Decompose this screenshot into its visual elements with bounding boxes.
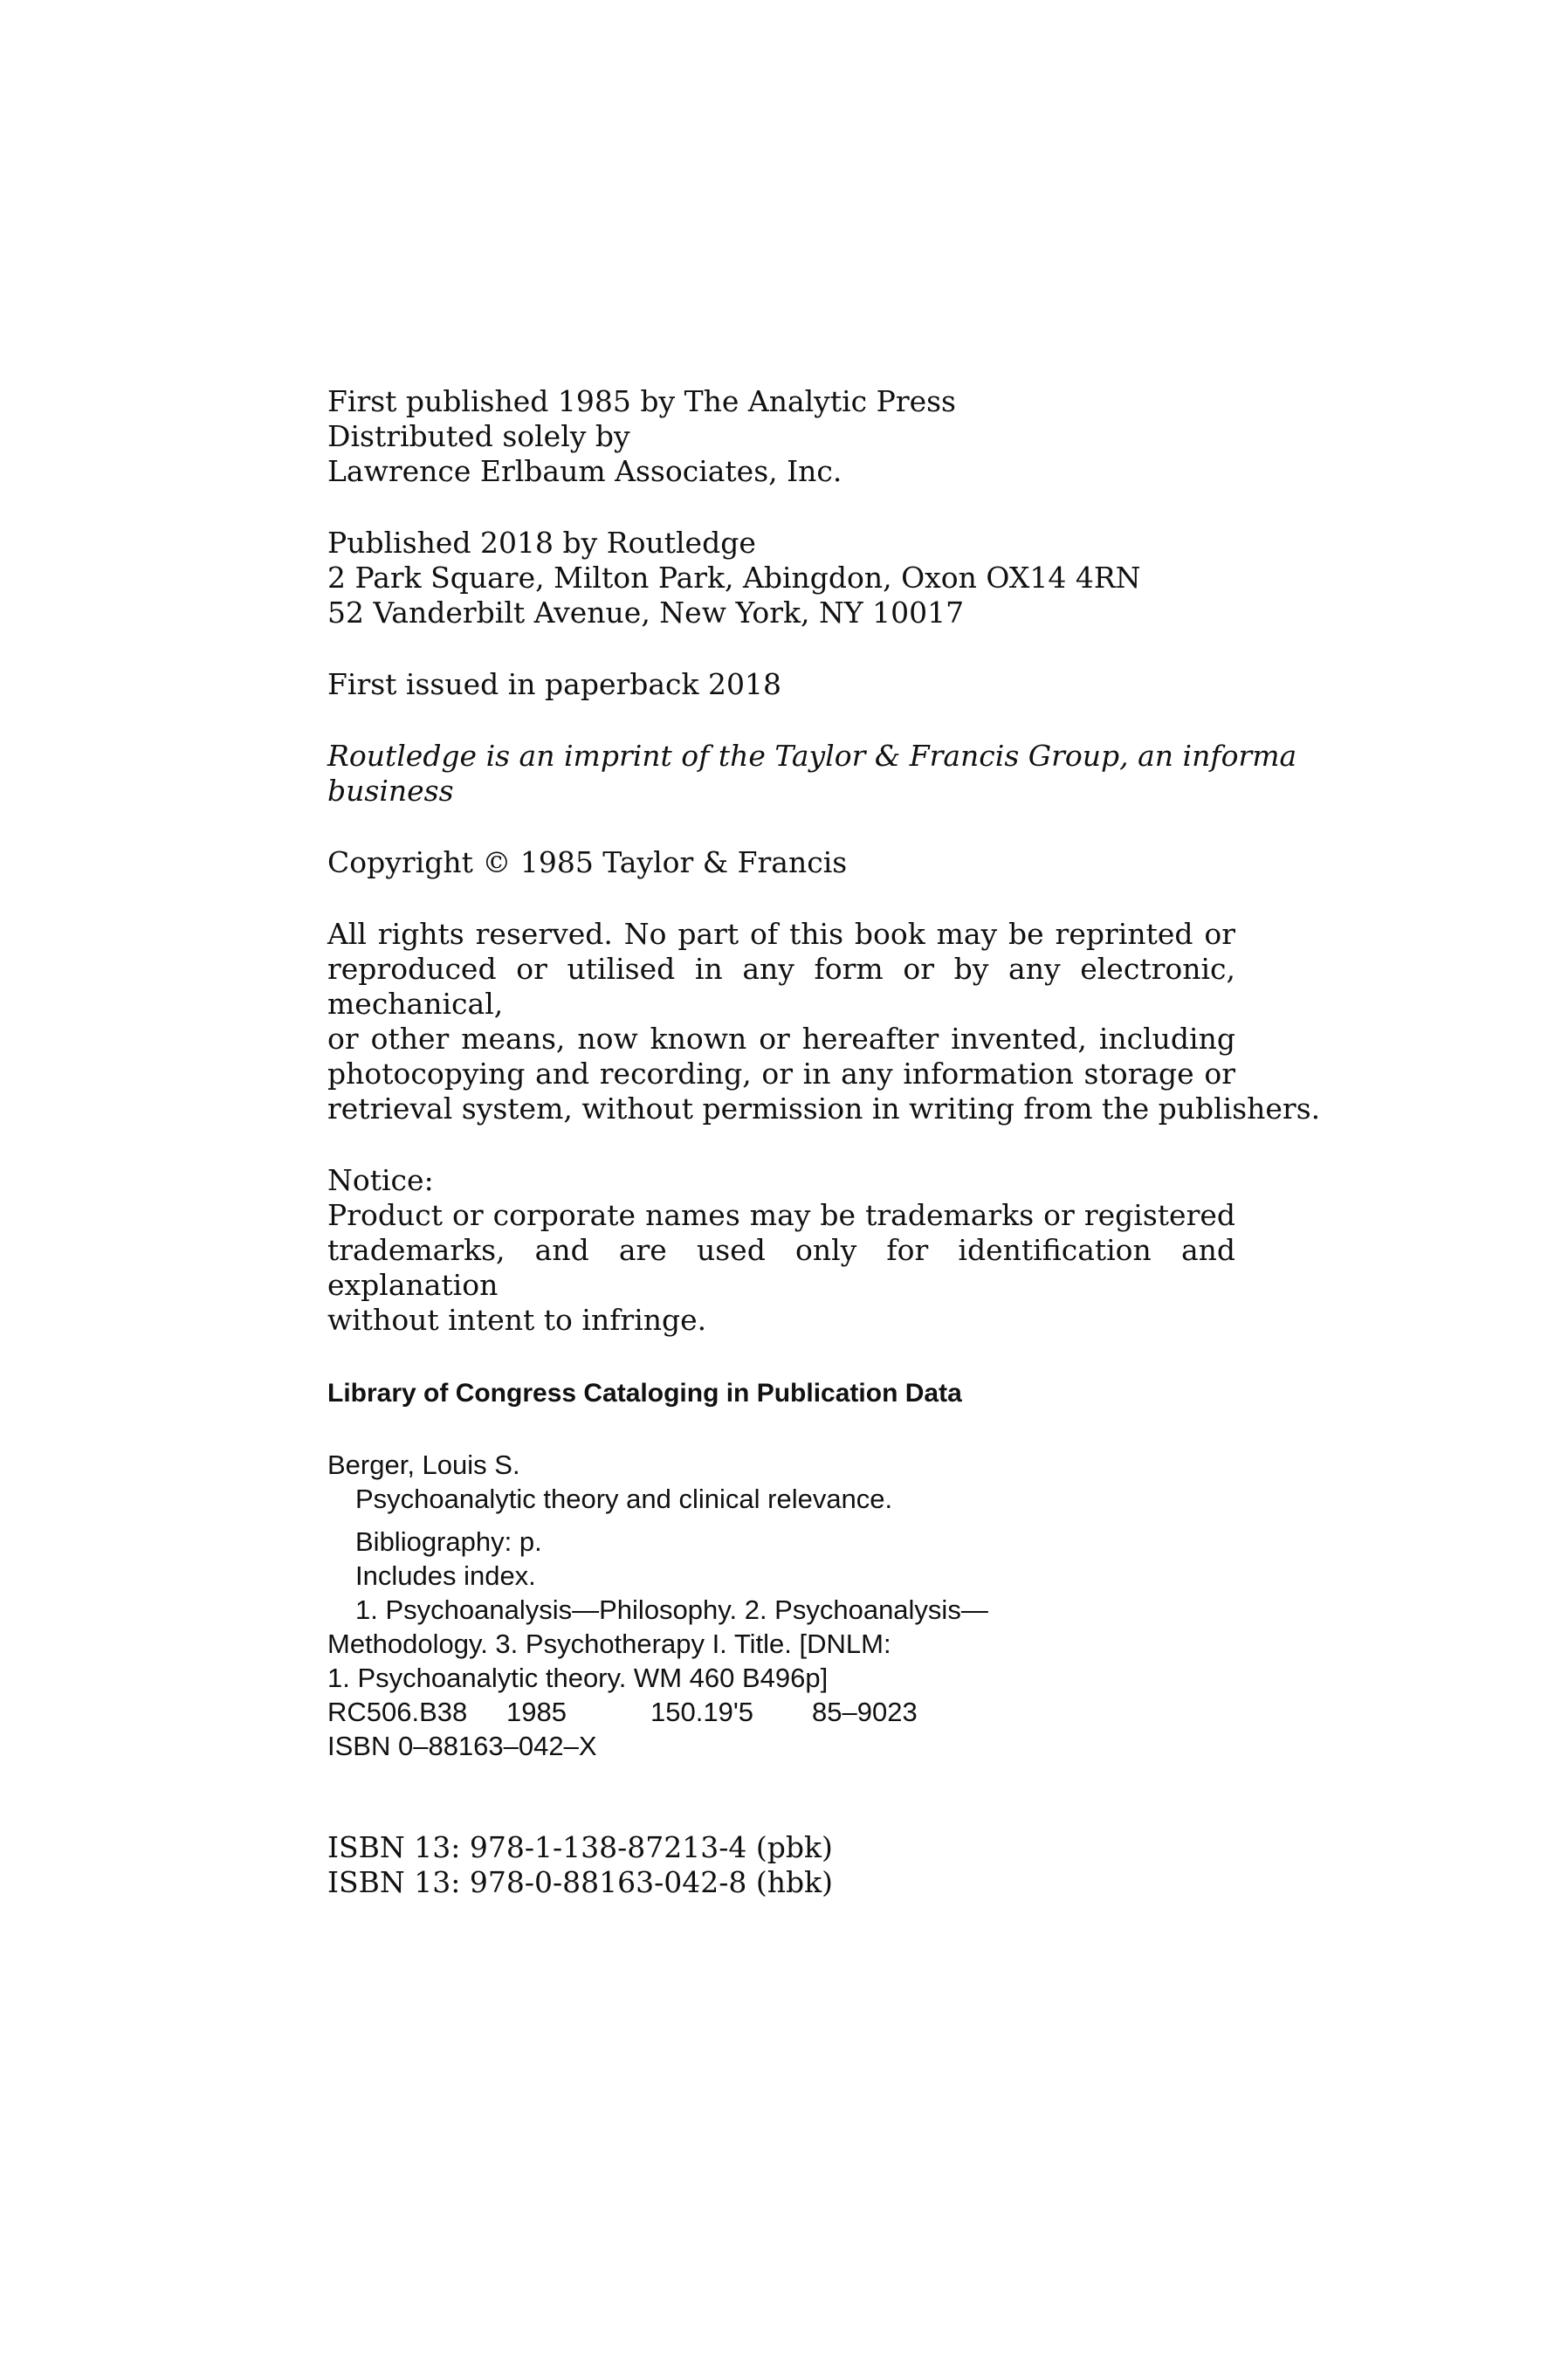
cip-isbn: ISBN 0–88163–042–X bbox=[327, 1731, 597, 1761]
copyright-page bbox=[327, 384, 1321, 1900]
call-year: 1985 bbox=[506, 1697, 567, 1727]
dewey-number: 150.19'5 bbox=[650, 1697, 753, 1727]
call-number: RC506.B38 bbox=[327, 1697, 468, 1727]
copyright-line: Copyright © 1985 Taylor & Francis bbox=[327, 845, 848, 879]
cip-author: Berger, Louis S. bbox=[327, 1450, 520, 1480]
rights-line: or other means, now known or hereafter invented, including bbox=[327, 1022, 1235, 1056]
notice-line: without intent to infringe. bbox=[327, 1303, 707, 1337]
publisher-address-uk: 2 Park Square, Milton Park, Abingdon, Oxon OX14 4RN bbox=[327, 561, 1141, 595]
isbn-block bbox=[327, 1830, 1235, 1900]
imprint-note-line: business bbox=[327, 774, 454, 808]
paperback-note: First issued in paperback 2018 bbox=[327, 667, 782, 701]
notice-line: Product or corporate names may be trademarks or registered bbox=[327, 1198, 1235, 1232]
cip-classification-row bbox=[327, 1695, 1235, 1729]
isbn-paperback: ISBN 13: 978-1-138-87213-4 (pbk) bbox=[327, 1830, 833, 1864]
publisher-address-us: 52 Vanderbilt Avenue, New York, NY 10017 bbox=[327, 596, 965, 630]
publisher-block bbox=[327, 526, 1235, 630]
cip-subjects-line: 1. Psychoanalytic theory. WM 460 B496p] bbox=[327, 1663, 829, 1693]
notice-label: Notice: bbox=[327, 1163, 434, 1197]
rights-line: All rights reserved. No part of this book may be reprinted or bbox=[327, 917, 1235, 951]
cip-index: Includes index. bbox=[355, 1560, 536, 1591]
cip-bibliography: Bibliography: p. bbox=[355, 1526, 542, 1557]
rights-line: reproduced or utilised in any form or by any electronic, mechanical, bbox=[327, 952, 1235, 1021]
imprint-note-line: Routledge is an imprint of the Taylor & Francis Group, an informa bbox=[327, 739, 1297, 773]
rights-line: photocopying and recording, or in any information storage or bbox=[327, 1057, 1235, 1091]
cip-subjects-line: 1. Psychoanalysis—Philosophy. 2. Psychoanalysis— bbox=[355, 1594, 988, 1625]
rights-line: retrieval system, without permission in writing from the publishers. bbox=[327, 1091, 1321, 1126]
cip-heading: Library of Congress Cataloging in Publication Data bbox=[327, 1379, 962, 1408]
first-publication-block bbox=[327, 384, 1235, 489]
imprint-note bbox=[327, 739, 1297, 809]
cip-subjects-line: Methodology. 3. Psychotherapy I. Title. [DNLM: bbox=[327, 1629, 891, 1659]
distribution-line: Distributed solely by bbox=[327, 419, 630, 453]
rights-paragraph bbox=[327, 917, 1321, 1126]
cip-record bbox=[327, 1448, 1235, 1763]
notice-line: trademarks, and are used only for identification and explanation bbox=[327, 1233, 1235, 1302]
distributor-name: Lawrence Erlbaum Associates, Inc. bbox=[327, 454, 842, 488]
publisher-line: Published 2018 by Routledge bbox=[327, 526, 756, 560]
notice-block bbox=[327, 1163, 1235, 1338]
lccn: 85–9023 bbox=[812, 1697, 918, 1727]
isbn-hardback: ISBN 13: 978-0-88163-042-8 (hbk) bbox=[327, 1865, 834, 1899]
cip-title: Psychoanalytic theory and clinical relevance. bbox=[355, 1484, 893, 1514]
first-publication-line: First published 1985 by The Analytic Press bbox=[327, 384, 956, 418]
